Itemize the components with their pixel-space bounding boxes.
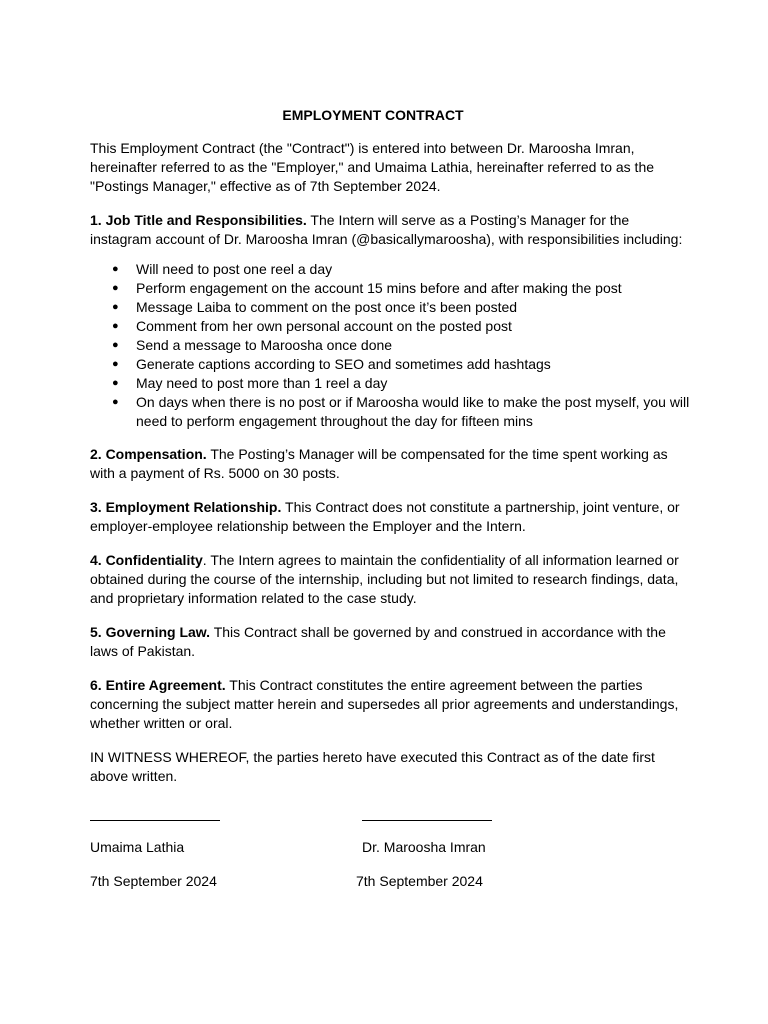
list-item-text: Will need to post one reel a day bbox=[136, 261, 333, 277]
section-compensation bbox=[90, 445, 690, 483]
section-heading: 6. Entire Agreement. bbox=[90, 677, 226, 693]
section-confidentiality bbox=[90, 551, 690, 608]
list-item bbox=[112, 298, 690, 317]
list-item bbox=[112, 393, 690, 431]
section-heading: 2. Compensation. bbox=[90, 446, 207, 462]
signature-left bbox=[90, 808, 220, 891]
section-text: The Posting’s Manager will be compensated for the time spent working as with a payment of Rs. 5000 on 30 posts. bbox=[90, 446, 668, 481]
list-item bbox=[112, 260, 690, 279]
bullet-icon: ● bbox=[112, 396, 119, 408]
list-item-text: Comment from her own personal account on the posted post bbox=[136, 318, 512, 334]
section-text: This Contract constitutes the entire agreement between the parties concerning the subject matter herein and supersedes all prior agreements and understandings, whether written or oral. bbox=[90, 677, 679, 731]
document-title: EMPLOYMENT CONTRACT bbox=[282, 107, 464, 123]
bullet-icon: ● bbox=[112, 263, 119, 275]
list-item-text: Send a message to Maroosha once done bbox=[136, 337, 393, 353]
signature-line bbox=[90, 808, 220, 821]
section-job-title bbox=[90, 211, 690, 249]
section-employment-relationship bbox=[90, 498, 690, 536]
list-item-text: Message Laiba to comment on the post once it’s been posted bbox=[136, 299, 518, 315]
list-item-text: May need to post more than 1 reel a day bbox=[136, 375, 388, 391]
list-item bbox=[112, 279, 690, 298]
section-text: . The Intern agrees to maintain the confidentiality of all information learned or obtained during the course of the internship, including but not limited to research findings, data, and proprietary information related to the case study. bbox=[90, 552, 679, 606]
list-item-text: On days when there is no post or if Maroosha would like to make the post myself, you will need to perform engagement throughout the day for fifteen mins bbox=[136, 394, 690, 429]
signature-line bbox=[362, 808, 492, 821]
signature-right bbox=[356, 808, 492, 891]
signatory-name: Umaima Lathia bbox=[90, 839, 185, 855]
section-heading: 4. Confidentiality bbox=[90, 552, 203, 568]
section-heading: 1. Job Title and Responsibilities. bbox=[90, 212, 307, 228]
section-entire-agreement bbox=[90, 676, 690, 733]
bullet-icon: ● bbox=[112, 377, 119, 389]
bullet-icon: ● bbox=[112, 301, 119, 313]
bullet-icon: ● bbox=[112, 339, 119, 351]
intro-paragraph: This Employment Contract (the "Contract") is entered into between Dr. Maroosha Imran, hereinafter referred to as the "Employer," and Umaima Lathia, hereinafter referred to as the "Postings Manager," effective as of 7th September 2024. bbox=[90, 140, 655, 194]
section-text: This Contract does not constitute a partnership, joint venture, or employer-employee relationship between the Employer and the Intern. bbox=[90, 499, 680, 534]
list-item bbox=[112, 355, 690, 374]
list-item-text: Perform engagement on the account 15 mins before and after making the post bbox=[136, 280, 622, 296]
section-text: This Contract shall be governed by and construed in accordance with the laws of Pakistan. bbox=[90, 624, 666, 659]
contract-page bbox=[90, 106, 690, 801]
section-governing-law bbox=[90, 623, 690, 661]
signature-date: 7th September 2024 bbox=[90, 873, 217, 889]
responsibilities-list bbox=[90, 260, 690, 431]
signatory-name: Dr. Maroosha Imran bbox=[362, 839, 486, 855]
bullet-icon: ● bbox=[112, 358, 119, 370]
list-item-text: Generate captions according to SEO and sometimes add hashtags bbox=[136, 356, 551, 372]
bullet-icon: ● bbox=[112, 320, 119, 332]
signature-date: 7th September 2024 bbox=[356, 873, 483, 889]
witness-paragraph: IN WITNESS WHEREOF, the parties hereto have executed this Contract as of the date first above written. bbox=[90, 749, 655, 784]
section-heading: 5. Governing Law. bbox=[90, 624, 211, 640]
list-item bbox=[112, 374, 690, 393]
bullet-icon: ● bbox=[112, 282, 119, 294]
list-item bbox=[112, 317, 690, 336]
section-heading: 3. Employment Relationship. bbox=[90, 499, 282, 515]
list-item bbox=[112, 336, 690, 355]
section-text: The Intern will serve as a Posting’s Manager for the instagram account of Dr. Maroosha Imran (@basicallymaroosha), with responsibilities including: bbox=[90, 212, 683, 247]
